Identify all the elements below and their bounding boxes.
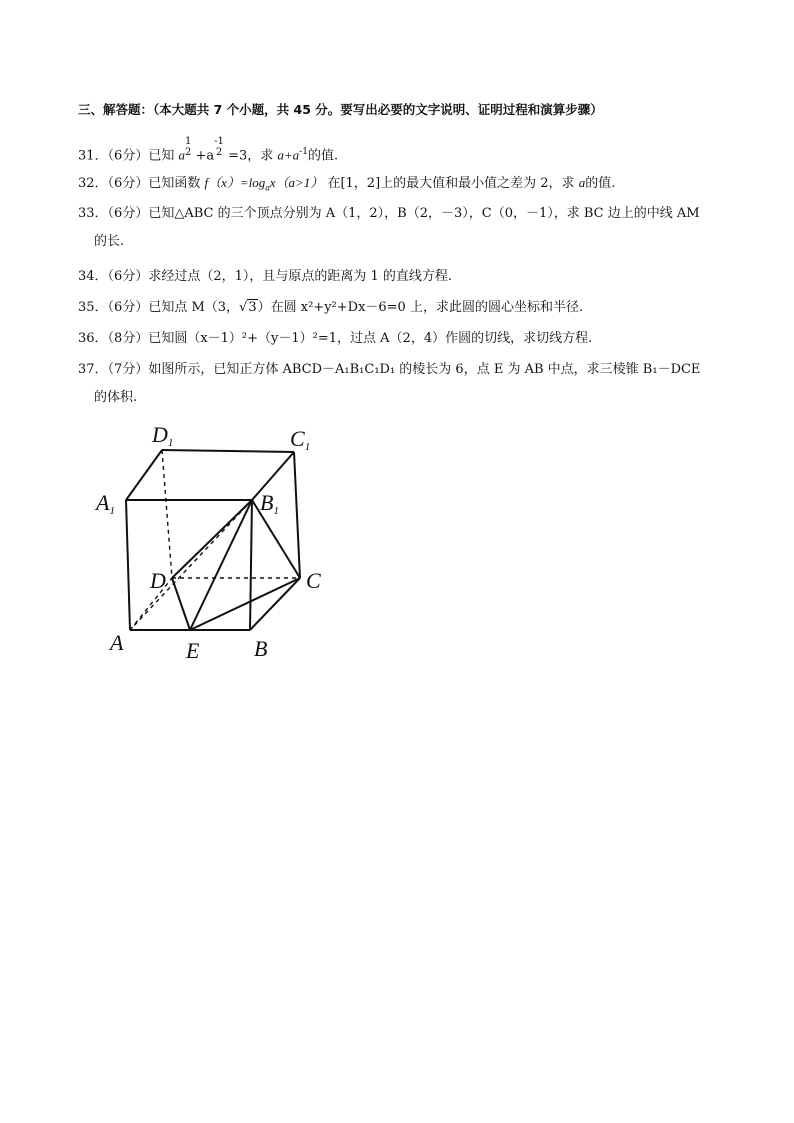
edge-e-c bbox=[190, 578, 300, 630]
edge-b1-d bbox=[172, 500, 252, 578]
hidden-edge-b1-a bbox=[130, 500, 252, 630]
question-34: 34．（6分）求经过点（2，1），且与原点的距离为 1 的直线方程. bbox=[78, 269, 453, 284]
question-number: 31． bbox=[78, 148, 108, 164]
vertex-label-c1: C1 bbox=[290, 426, 311, 453]
vertex-label-d: D bbox=[150, 568, 166, 593]
question-35: 35．（6分）已知点 M（3，√3）在圆 x²+y²+Dx－6=0 上，求此圆的圆心坐标和半径. bbox=[78, 300, 584, 315]
question-score: （6分） bbox=[107, 148, 149, 164]
section-title: 三、解答题：（本大题共 7 个小题，共 45 分。要写出必要的文字说明、证明过程和演算步骤） bbox=[78, 102, 603, 117]
vertex-label-b: B bbox=[254, 636, 268, 661]
question-32: 32．（6分）已知函数 $f(x)=\log_ax(a>1)$ 在[1，2]上的最大值和最小值之差为 2，求 a的值. bbox=[78, 175, 616, 193]
edge-d1-c1 bbox=[162, 450, 294, 452]
hidden-edge-d-d1 bbox=[162, 450, 172, 578]
edge-b-c bbox=[250, 578, 300, 630]
question-37: 37．（7分）如图所示，已知正方体 ABCD－A₁B₁C₁D₁ 的棱长为 6，点 E 为 AB 中点，求三棱锥 B₁－DCE 的体积. bbox=[78, 362, 701, 405]
edge-b-b1 bbox=[250, 500, 252, 630]
vertex-label-a: A bbox=[110, 630, 124, 655]
cube-figure bbox=[90, 418, 340, 668]
edge-b1-e bbox=[190, 500, 252, 630]
question-36: 36．（8分）已知圆（x－1）²+（y－1）²=1，过点 A（2，4）作圆的切线，求切线方程. bbox=[78, 331, 593, 346]
vertex-label-d1: D1 bbox=[152, 422, 174, 449]
edge-a-a1 bbox=[126, 500, 130, 630]
vertex-label-c: C bbox=[306, 568, 321, 593]
question-33: 33．（6分）已知△ABC 的三个顶点分别为 A（1，2），B（2，－3），C（0，－1），求 BC 边上的中线 AM 的长. bbox=[78, 206, 700, 249]
exponent-fraction: 1 2 bbox=[184, 135, 192, 158]
exponent-fraction: -1 2 bbox=[214, 135, 224, 158]
edge-a1-d1 bbox=[126, 450, 162, 500]
vertex-label-a1: A1 bbox=[96, 490, 115, 517]
question-31: 31．（6分）已知 a1 2 +a-1 2 =3，求 $a+a^{-1}$的值. bbox=[78, 135, 339, 164]
edge-d-e bbox=[172, 578, 190, 630]
vertex-label-b1: B1 bbox=[260, 490, 279, 517]
cube-diagram bbox=[90, 418, 340, 668]
vertex-label-e: E bbox=[186, 638, 200, 663]
sqrt-sign: √ bbox=[239, 300, 248, 315]
edge-c-c1 bbox=[294, 452, 300, 578]
